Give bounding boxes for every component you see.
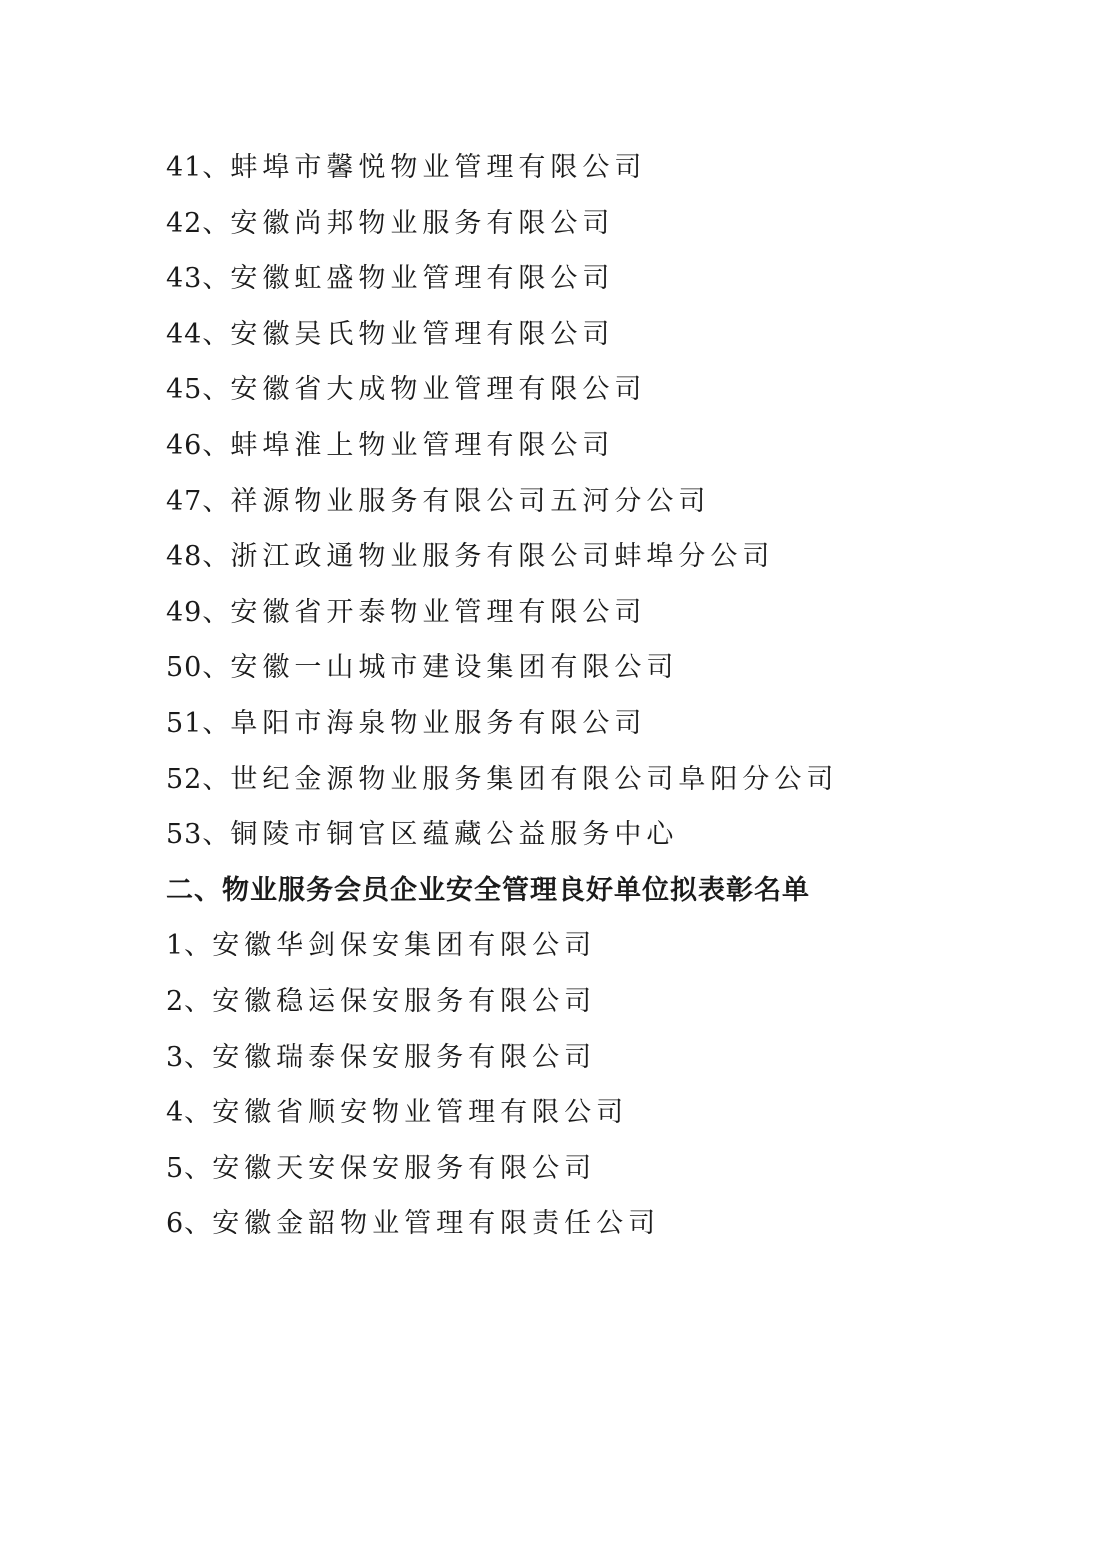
list-item: [166, 529, 1026, 585]
item-number: 50、: [166, 652, 231, 684]
company-name: 安徽天安保安服务有限公司: [212, 1152, 597, 1184]
company-name: 世纪金源物业服务集团有限公司阜阳分公司: [230, 763, 839, 795]
company-name: 安徽华剑保安集团有限公司: [212, 930, 597, 962]
company-name: 安徽尚邦物业服务有限公司: [230, 207, 615, 239]
company-name: 安徽省大成物业管理有限公司: [230, 374, 647, 406]
company-name: 浙江政通物业服务有限公司蚌埠分公司: [230, 541, 775, 573]
company-name: 蚌埠市馨悦物业管理有限公司: [230, 152, 647, 183]
item-number: 51、: [166, 707, 231, 739]
list-item: [166, 752, 1026, 808]
item-number: 5、: [166, 1152, 213, 1184]
list-item: [166, 474, 1026, 530]
company-name: 蚌埠淮上物业管理有限公司: [230, 429, 615, 461]
list-item: [166, 1085, 1026, 1141]
item-number: 4、: [166, 1097, 213, 1129]
list-item: [166, 1141, 1026, 1197]
item-number: 43、: [166, 263, 231, 295]
item-number: 44、: [166, 318, 231, 350]
list-item: [166, 307, 1026, 363]
list-item: [166, 140, 1026, 196]
list-item: [166, 807, 1026, 863]
company-name: 祥源物业服务有限公司五河分公司: [230, 485, 711, 517]
item-number: 53、: [166, 819, 231, 851]
company-name: 安徽吴氏物业管理有限公司: [230, 318, 615, 350]
section-heading: 二、物业服务会员企业安全管理良好单位拟表彰名单: [166, 874, 810, 906]
company-name: 安徽一山城市建设集团有限公司: [230, 652, 679, 684]
list-item: [166, 696, 1026, 752]
company-name: 安徽省开泰物业管理有限公司: [230, 596, 647, 628]
company-name: 安徽瑞泰保安服务有限公司: [212, 1041, 597, 1073]
list-item: [166, 1196, 1026, 1252]
company-name: 阜阳市海泉物业服务有限公司: [230, 707, 647, 739]
item-number: 41、: [166, 152, 231, 183]
item-number: 48、: [166, 541, 231, 573]
list-item: [166, 196, 1026, 252]
item-number: 2、: [166, 985, 213, 1017]
list-item: [166, 1030, 1026, 1086]
list-item: [166, 640, 1026, 696]
item-number: 42、: [166, 207, 231, 239]
awardee-list: [166, 140, 1026, 1252]
item-number: 1、: [166, 930, 213, 962]
list-item: [166, 362, 1026, 418]
item-number: 46、: [166, 429, 231, 461]
list-item: [166, 585, 1026, 641]
item-number: 49、: [166, 596, 231, 628]
item-number: 52、: [166, 763, 231, 795]
company-name: 安徽稳运保安服务有限公司: [212, 985, 597, 1017]
company-name: 安徽省顺安物业管理有限公司: [212, 1097, 629, 1129]
item-number: 45、: [166, 374, 231, 406]
list-item: [166, 918, 1026, 974]
list-item: [166, 974, 1026, 1030]
company-name: 铜陵市铜官区蕴藏公益服务中心: [230, 819, 679, 851]
item-number: 3、: [166, 1041, 213, 1073]
item-number: 6、: [166, 1208, 213, 1240]
company-name: 安徽虹盛物业管理有限公司: [230, 263, 615, 295]
list-item: [166, 418, 1026, 474]
item-number: 47、: [166, 485, 231, 517]
list-item: [166, 251, 1026, 307]
company-name: 安徽金韶物业管理有限责任公司: [212, 1208, 661, 1240]
